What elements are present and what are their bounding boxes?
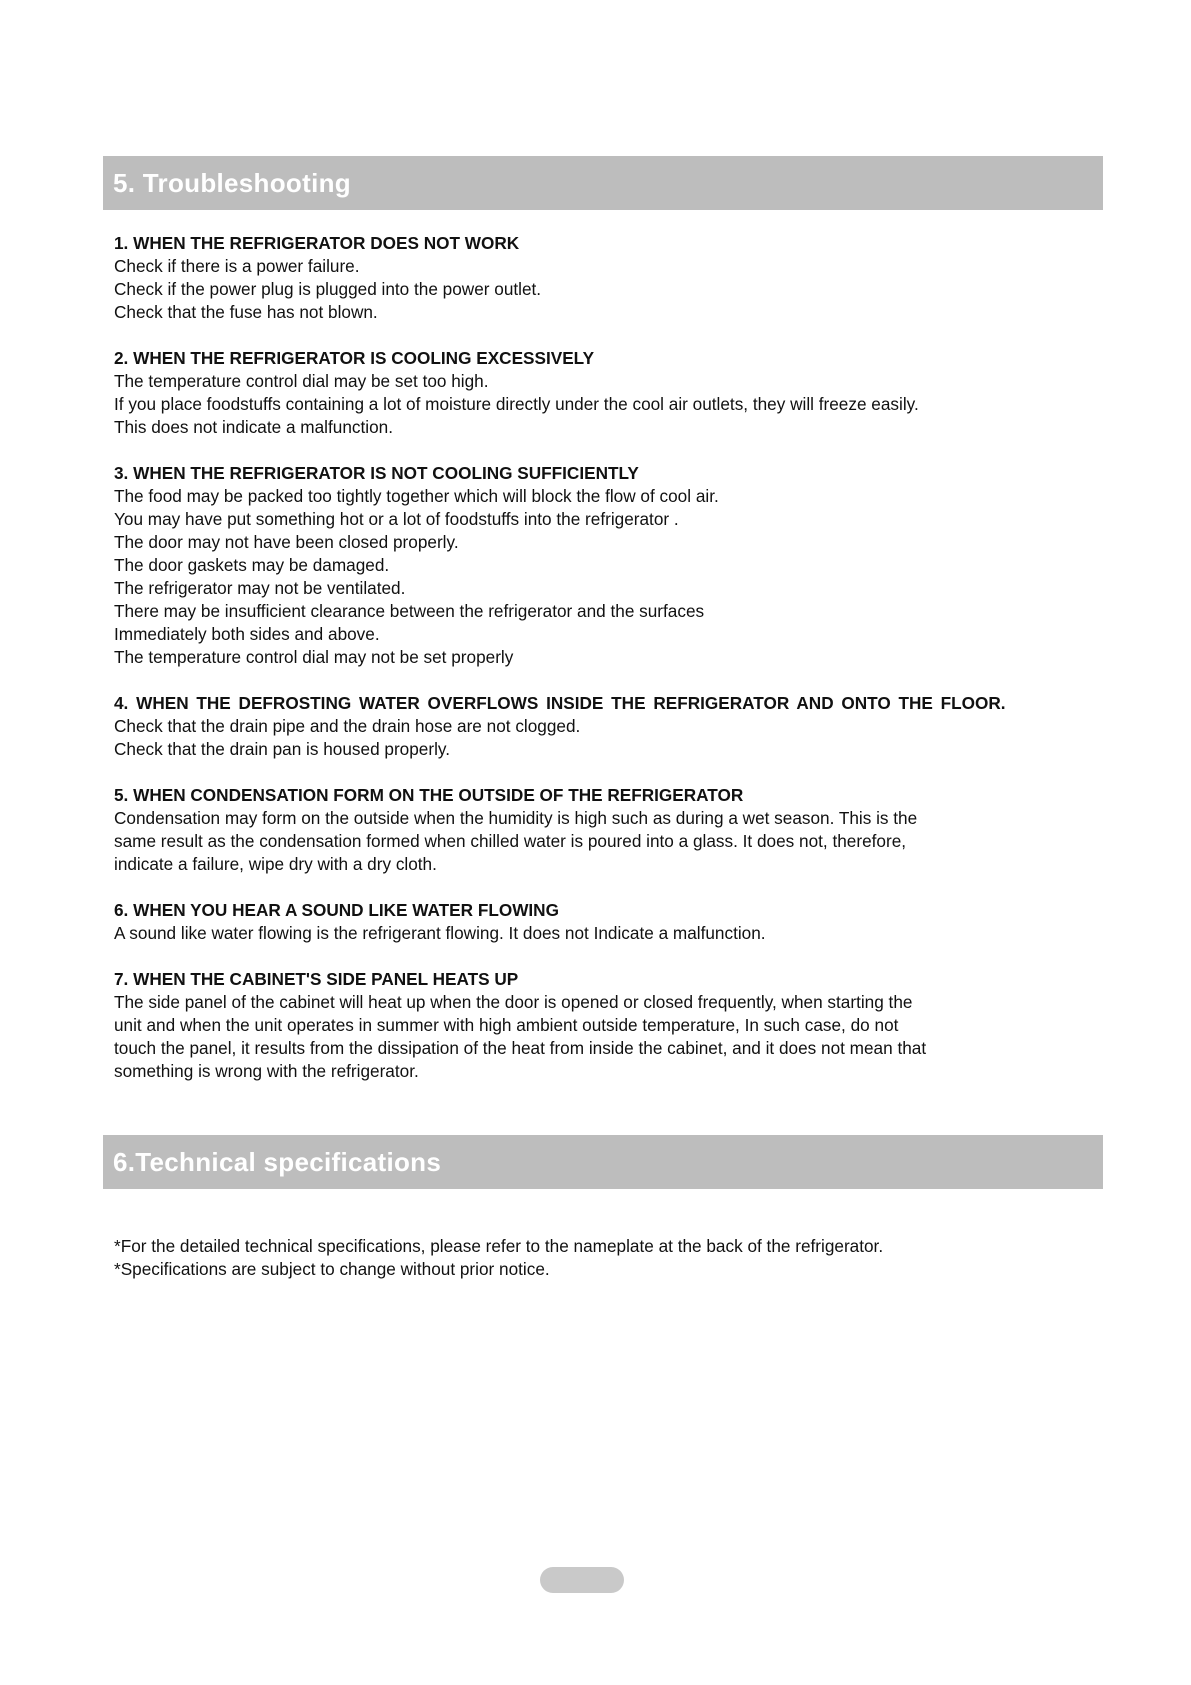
technical-specifications-section-banner bbox=[103, 1135, 1103, 1189]
spec-note: *Specifications are subject to change without prior notice. bbox=[114, 1259, 550, 1279]
troubleshooting-item-line: You may have put something hot or a lot of foodstuffs into the refrigerator . bbox=[114, 509, 679, 529]
troubleshooting-item-heading: 6. WHEN YOU HEAR A SOUND LIKE WATER FLOWING bbox=[114, 900, 559, 920]
troubleshooting-item bbox=[114, 692, 1079, 761]
troubleshooting-item-line: The door may not have been closed properly. bbox=[114, 532, 459, 552]
troubleshooting-item bbox=[114, 232, 1079, 324]
troubleshooting-item-line: same result as the condensation formed when chilled water is poured into a glass. It does not, therefore, bbox=[114, 831, 907, 851]
troubleshooting-item-line: Condensation may form on the outside when the humidity is high such as during a wet season. This is the bbox=[114, 808, 918, 828]
troubleshooting-section-title: 5. Troubleshooting bbox=[113, 167, 351, 198]
troubleshooting-item bbox=[114, 462, 1079, 669]
technical-specifications-section-title: 6.Technical specifications bbox=[113, 1146, 442, 1177]
troubleshooting-content bbox=[114, 232, 1079, 1106]
troubleshooting-item-line: The refrigerator may not be ventilated. bbox=[114, 578, 406, 598]
troubleshooting-item-line: something is wrong with the refrigerator. bbox=[114, 1061, 419, 1081]
troubleshooting-item bbox=[114, 899, 1079, 945]
troubleshooting-item bbox=[114, 968, 1079, 1083]
troubleshooting-item-heading: 7. WHEN THE CABINET'S SIDE PANEL HEATS UP bbox=[114, 969, 519, 989]
troubleshooting-item-heading: 2. WHEN THE REFRIGERATOR IS COOLING EXCESSIVELY bbox=[114, 348, 595, 368]
troubleshooting-item-line: touch the panel, it results from the dissipation of the heat from inside the cabinet, and it does not mean that bbox=[114, 1038, 927, 1058]
page-number-pill bbox=[540, 1567, 624, 1593]
troubleshooting-item-line: Immediately both sides and above. bbox=[114, 624, 380, 644]
troubleshooting-item-line: The side panel of the cabinet will heat up when the door is opened or closed frequently, when starting the bbox=[114, 992, 913, 1012]
troubleshooting-item-heading: 5. WHEN CONDENSATION FORM ON THE OUTSIDE OF THE REFRIGERATOR bbox=[114, 785, 744, 805]
troubleshooting-item-line: Check that the drain pan is housed properly. bbox=[114, 739, 450, 759]
troubleshooting-item-line: Check that the drain pipe and the drain hose are not clogged. bbox=[114, 716, 581, 736]
troubleshooting-item-line: The food may be packed too tightly together which will block the flow of cool air. bbox=[114, 486, 719, 506]
troubleshooting-item-heading: 3. WHEN THE REFRIGERATOR IS NOT COOLING SUFFICIENTLY bbox=[114, 463, 639, 483]
troubleshooting-item-line: unit and when the unit operates in summer with high ambient outside temperature, In such case, do not bbox=[114, 1015, 899, 1035]
troubleshooting-item-line: Check if there is a power failure. bbox=[114, 256, 360, 276]
troubleshooting-item-line: indicate a failure, wipe dry with a dry cloth. bbox=[114, 854, 437, 874]
troubleshooting-item-line: There may be insufficient clearance between the refrigerator and the surfaces bbox=[114, 601, 705, 621]
troubleshooting-section-banner bbox=[103, 156, 1103, 210]
troubleshooting-item-line: Check if the power plug is plugged into the power outlet. bbox=[114, 279, 542, 299]
troubleshooting-item-heading: 1. WHEN THE REFRIGERATOR DOES NOT WORK bbox=[114, 233, 520, 253]
spec-note: *For the detailed technical specifications, please refer to the nameplate at the back of the refrigerator. bbox=[114, 1236, 884, 1256]
troubleshooting-item-heading: 4. WHEN THE DEFROSTING WATER OVERFLOWS INSIDE THE REFRIGERATOR AND ONTO THE FLOOR. bbox=[114, 693, 1006, 713]
troubleshooting-item-line: A sound like water flowing is the refrigerant flowing. It does not Indicate a malfunction. bbox=[114, 923, 766, 943]
troubleshooting-item-line: The door gaskets may be damaged. bbox=[114, 555, 390, 575]
troubleshooting-item-line: Check that the fuse has not blown. bbox=[114, 302, 378, 322]
troubleshooting-item bbox=[114, 347, 1079, 439]
technical-specifications-content bbox=[114, 1235, 1079, 1281]
troubleshooting-item-line: The temperature control dial may not be set properly bbox=[114, 647, 514, 667]
troubleshooting-item-line: The temperature control dial may be set too high. bbox=[114, 371, 489, 391]
troubleshooting-item-line: This does not indicate a malfunction. bbox=[114, 417, 393, 437]
troubleshooting-item-line: If you place foodstuffs containing a lot of moisture directly under the cool air outlets, they will freeze easily. bbox=[114, 394, 919, 414]
troubleshooting-item bbox=[114, 784, 1079, 876]
